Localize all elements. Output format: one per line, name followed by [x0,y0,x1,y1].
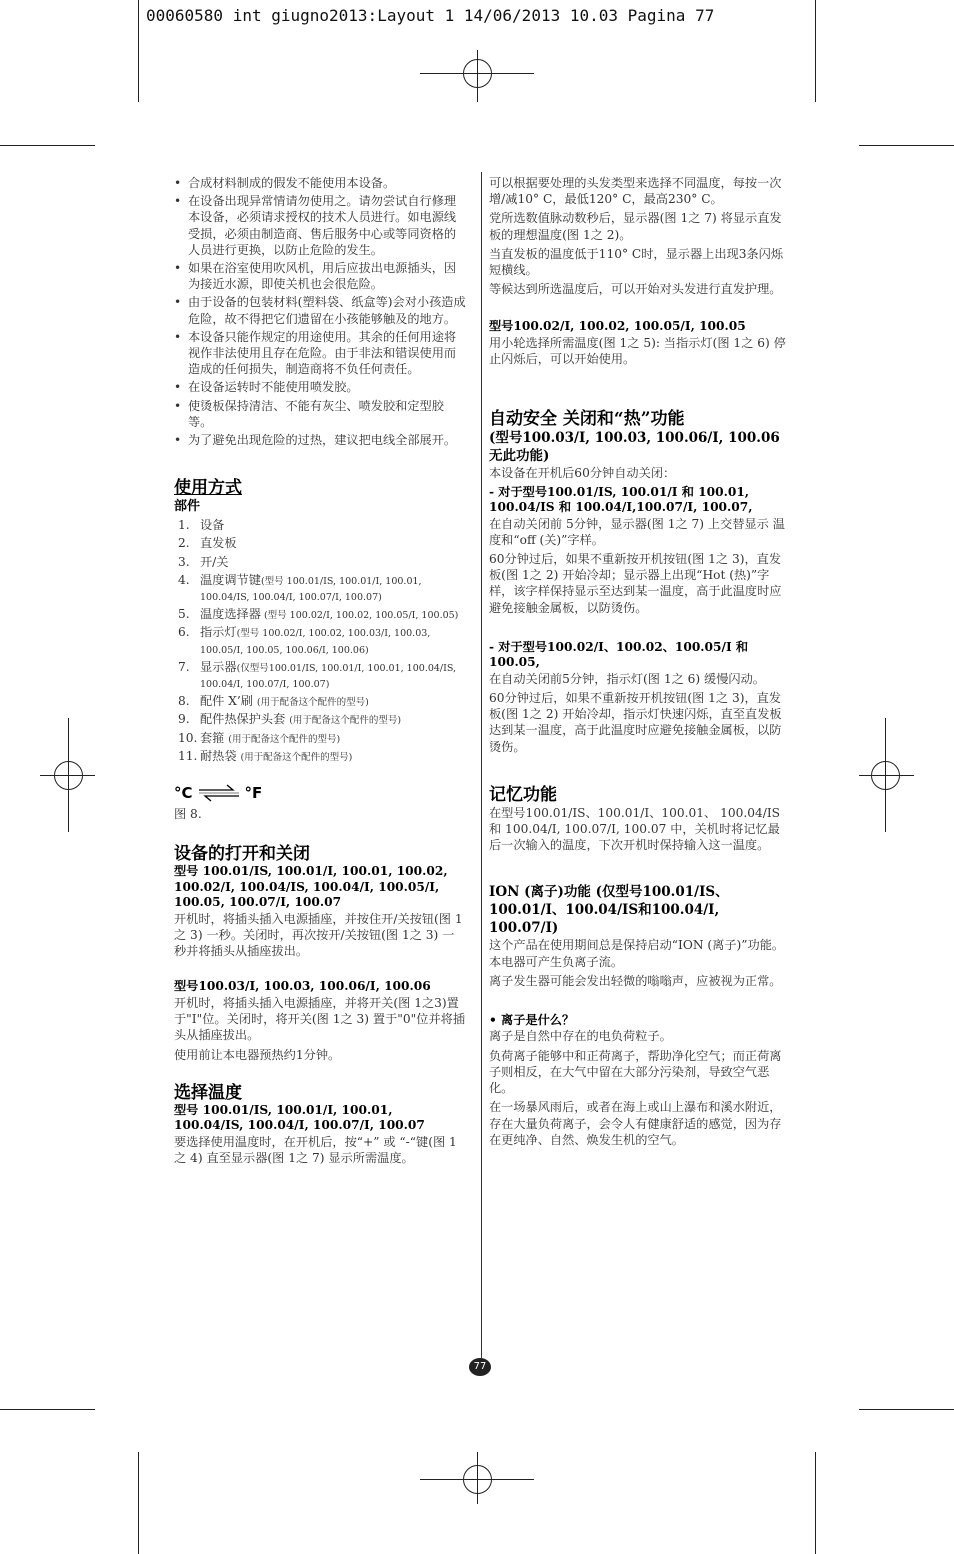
paragraph: 党所选数值脉动数秒后，显示器(图 1之 7) 将显示直发板的理想温度(图 1之 2)。 [489,211,782,242]
right-column [489,175,787,1151]
paragraph: 本设备在开机后60分钟自动关闭： [489,466,676,481]
list-item: 8. 配件 X’刷 (用于配备这个配件的型号) [178,694,369,709]
parts-list [174,517,466,764]
paragraph: 在一场暴风雨后，或者在海上或山上瀑布和溪水附近，存在大量负荷离子，会令人有健康舒适的感觉，因为存在更纯净、自然、焕发生机的空气。 [489,1100,782,1147]
list-item: 7. 显示器(仅型号100.01/IS, 100.01/I, 100.01, 100.04/IS, 100.04/I, 100.07/I, 100.07) [178,659,457,691]
onoff-heading: 设备的打开和关闭 [174,844,310,865]
onoff-text-2: 开机时，将插头插入电源插座，并将开关(图 1之3)置于"I"位。关闭时，将开关(图 1之 3) 置于"0"位并将插头从插座拔出。 [174,995,466,1043]
ion-question: • 离子是什么？ [489,1012,575,1027]
ion-heading: ION (离子)功能 (仅型号100.01/IS、100.01/I、100.04/IS和100.04/I, 100.07/I) [489,884,729,937]
page-number: 77 [469,1358,491,1376]
paragraph: 当直发板的温度低于110° C时，显示器上出现3条闪烁短横线。 [489,246,784,278]
temperature-models: 型号 100.01/IS, 100.01/I, 100.01, 100.04/IS, 100.04/I, 100.07/I, 100.07 [174,1102,425,1133]
memory-heading: 记忆功能 [489,784,557,805]
usage-heading: 使用方式 [174,478,242,499]
models-heading: 型号100.02/I, 100.02, 100.05/I, 100.05 [489,319,746,334]
paragraph: 离子是自然中存在的电负荷粒子。 [489,1029,672,1044]
list-item: 11. 耐热袋 (用于配备这个配件的型号) [178,748,353,763]
auto-off-subheading-1: - 对于型号100.01/IS, 100.01/I 和 100.01, 100.04/IS 和 100.04/I,100.07/I, 100.07, [489,484,753,515]
paragraph: 用小轮选择所需温度(图 1之 5): 当指示灯(图 1之 6) 停止闪烁后，可以开始使用。 [489,335,786,367]
list-item: • 合成材料制成的假发不能使用本设备。 [174,175,466,191]
paragraph: 可以根据要处理的头发类型来选择不同温度，每按一次增/减10° C，最低120° C，最高230° C。 [489,176,782,207]
paragraph: 60分钟过后，如果不重新按开机按钮(图 1之 3)，直发板(图 1之 2) 开始冷却；显示器上出现“Hot (热)”字样，该字样保持显示至达到某一温度，高于此温度时应避免接触金属板，以防烫伤。 [489,551,782,615]
list-item: • 本设备只能作规定的用途使用。其余的任何用途将视作非法使用且存在危险。由于非法和错误使用而造成的任何损失，制造商将不负任何责任。 [174,329,466,378]
onoff-models: 型号 100.01/IS, 100.01/I, 100.01, 100.02, 100.02/I, 100.04/IS, 100.04/I, 100.05/I, 100.05, 100.07/I, 100.07 [174,864,448,910]
paragraph: 在自动关闭前5分钟，指示灯(图 1之 6) 缓慢闪动。 [489,671,765,686]
paragraph: 负荷离子能够中和正荷离子，帮助净化空气；而正荷离子则相反，在大气中留在大部分污染剂，导致空气恶化。 [489,1048,782,1096]
celsius-label: °C [174,783,193,802]
temperature-heading: 选择温度 [174,1082,242,1103]
auto-off-subheading-2: - 对于型号100.02/I、100.02、100.05/I 和 100.05, [489,639,749,670]
list-item: 4. 温度调节键(型号 100.01/IS, 100.01/I, 100.01, 100.04/IS, 100.04/I, 100.07/I, 100.07) [178,572,422,604]
fahrenheit-label: °F [244,783,263,802]
paragraph: 在型号100.01/IS、100.01/I、100.01、 100.04/IS 和 100.04/I, 100.07/I, 100.07 中，关机时将记忆最后一次输入的温度，下次开机时保持输入这一温度。 [489,805,781,853]
temperature-text: 要选择使用温度时，在开机后，按“+” 或 “-“键(图 1之 4) 直至显示器(图 1之 7) 显示所需温度。 [174,1134,457,1165]
figure-caption: 图 8. [174,807,202,822]
column-divider [481,172,482,1358]
celsius-fahrenheit-figure [174,784,466,802]
onoff-text-3: 使用前让本电器预热约1分钟。 [174,1047,341,1062]
paragraph: 这个产品在使用期间总是保持启动“ION (离子)”功能。 本电器可产生负离子流。 [489,938,785,969]
paragraph: 在自动关闭前 5分钟，显示器(图 1之 7) 上交替显示 温度和“off (关)”字样。 [489,516,785,547]
paragraph: 60分钟过后，如果不重新按开机按钮(图 1之 3)，直发板(图 1之 2) 开始冷却，指示灯快速闪烁，直至直发板达到某一温度，高于此温度时应避免接触金属板，以防烫伤。 [489,690,782,754]
paragraph: 等候达到所选温度后，可以开始对头发进行直发护理。 [489,282,782,297]
onoff-models-2: 型号100.03/I, 100.03, 100.06/I, 100.06 [174,979,431,994]
auto-off-models: (型号100.03/I, 100.03, 100.06/I, 100.06无此功能) [489,430,780,465]
list-item: 2. 直发板 [178,536,237,551]
list-item: • 如果在浴室使用吹风机，用后应拔出电源插头，因为接近水源，即使关机也会很危险。 [174,260,466,292]
list-item: 5. 温度选择器 (型号 100.02/I, 100.02, 100.05/I, 100.05) [178,607,459,622]
auto-off-heading: 自动安全 关闭和“热”功能 [489,409,685,430]
list-item: • 由于设备的包装材料(塑料袋、纸盒等)会对小孩造成危险，故不得把它们遗留在小孩能够触及的地方。 [174,294,466,326]
list-item: 3. 开/关 [178,554,229,569]
list-item: 1. 设备 [178,518,225,533]
list-item: • 为了避免出现危险的过热，建议把电线全部展开。 [174,432,466,448]
paragraph: 离子发生器可能会发出轻微的嗡嗡声，应被视为正常。 [489,973,782,988]
double-arrow-icon [197,784,241,802]
list-item: • 在设备出现异常情请勿使用之。请勿尝试自行修理本设备，必须请求授权的技术人员进行。如电源线受损，必须由制造商、售后服务中心或等同资格的人员进行更换，以防止危险的发生。 [174,193,466,258]
left-column [174,175,466,1169]
list-item: • 在设备运转时不能使用喷发胶。 [174,379,466,395]
parts-heading: 部件 [174,499,201,515]
list-item: 10. 套箍 (用于配备这个配件的型号) [178,730,341,745]
list-item: 9. 配件热保护头套 (用于配备这个配件的型号) [178,712,402,727]
list-item: • 使烫板保持清洁、不能有灰尘、喷发胶和定型胶等。 [174,398,466,430]
list-item: 6. 指示灯(型号 100.02/I, 100.02, 100.03/I, 100.03, 100.05/I, 100.05, 100.06/I, 100.06) [178,625,431,656]
safety-bullets [174,175,466,448]
print-slug: 00060580 int giugno2013:Layout 1 14/06/2013 10.03 Pagina 77 [146,6,715,25]
onoff-text: 开机时，将插头插入电源插座，并按住开/关按钮(图 1之 3) 一秒。关闭时，再次按开/关按钮(图 1之 3) 一秒并将插头从插座拔出。 [174,911,463,959]
